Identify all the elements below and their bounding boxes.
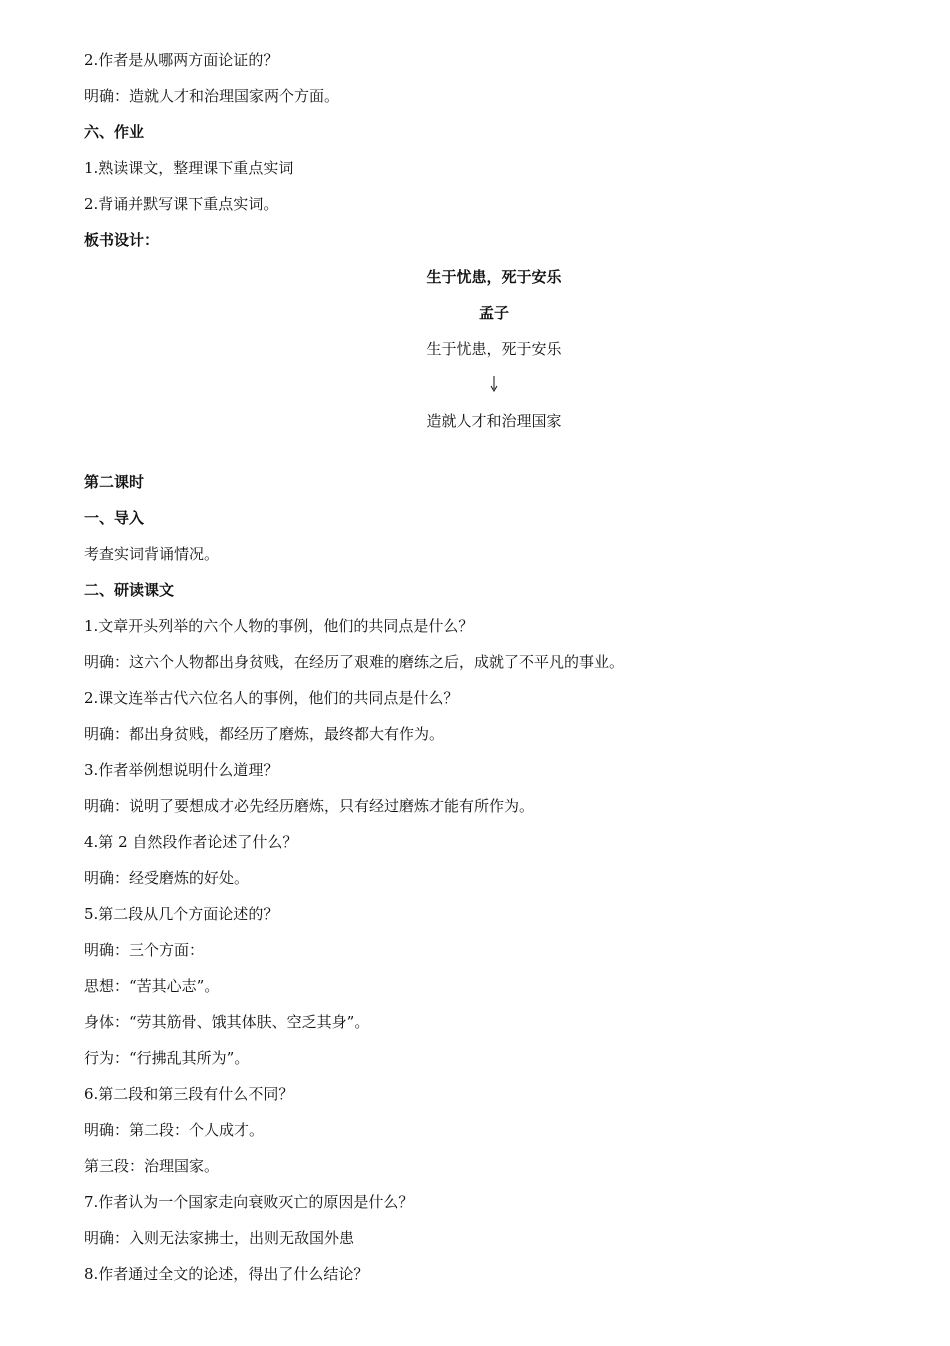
study-question-4: 4.第 2 自然段作者论述了什么？ xyxy=(84,833,298,851)
section-study-heading: 二、研读课文 xyxy=(84,581,175,599)
question-2-line: 2.作者是从哪两方面论证的？ xyxy=(84,51,279,69)
section-intro-heading: 一、导入 xyxy=(84,509,145,527)
study-answer-7: 明确：入则无法家拂士，出则无敌国外患 xyxy=(84,1229,355,1247)
study-answer-6-part-2: 第三段：治理国家。 xyxy=(84,1157,220,1175)
lesson-2-heading: 第二课时 xyxy=(84,473,145,491)
homework-item-2: 2.背诵并默写课下重点实词。 xyxy=(84,195,279,213)
study-question-5: 5.第二段从几个方面论述的？ xyxy=(84,905,279,923)
study-question-3: 3.作者举例想说明什么道理？ xyxy=(84,761,279,779)
study-question-8: 8.作者通过全文的论述，得出了什么结论？ xyxy=(84,1265,369,1283)
study-answer-5-thought: 思想：“苦其心志”。 xyxy=(84,977,220,995)
study-answer-3: 明确：说明了要想成才必先经历磨炼，只有经过磨炼才能有所作为。 xyxy=(84,797,535,815)
board-author: 孟子 xyxy=(478,304,509,322)
study-answer-5: 明确：三个方面： xyxy=(84,941,205,959)
study-answer-4: 明确：经受磨炼的好处。 xyxy=(84,869,250,887)
board-thesis: 生于忧患，死于安乐 xyxy=(426,340,562,358)
study-answer-1: 明确：这六个人物都出身贫贱，在经历了艰难的磨练之后，成就了不平凡的事业。 xyxy=(84,653,625,671)
study-answer-5-behavior: 行为：“行拂乱其所为”。 xyxy=(84,1049,250,1067)
study-question-1: 1.文章开头列举的六个人物的事例，他们的共同点是什么？ xyxy=(84,617,474,635)
study-question-7: 7.作者认为一个国家走向衰败灭亡的原因是什么？ xyxy=(84,1193,414,1211)
study-answer-2: 明确：都出身贫贱，都经历了磨炼，最终都大有作为。 xyxy=(84,725,445,743)
answer-2-line: 明确：造就人才和治理国家两个方面。 xyxy=(84,87,340,105)
section-homework-heading: 六、作业 xyxy=(84,123,145,141)
homework-item-1: 1.熟读课文，整理课下重点实词 xyxy=(84,159,294,177)
study-answer-6: 明确：第二段：个人成才。 xyxy=(84,1121,265,1139)
board-title: 生于忧患，死于安乐 xyxy=(426,268,562,286)
study-question-6: 6.第二段和第三段有什么不同？ xyxy=(84,1085,294,1103)
intro-text: 考查实词背诵情况。 xyxy=(84,545,220,563)
study-answer-5-body: 身体：“劳其筋骨、饿其体肤、空乏其身”。 xyxy=(84,1013,370,1031)
board-conclusion: 造就人才和治理国家 xyxy=(426,412,562,430)
study-question-2: 2.课文连举古代六位名人的事例，他们的共同点是什么？ xyxy=(84,689,459,707)
down-arrow-icon xyxy=(493,376,495,392)
board-design-heading: 板书设计： xyxy=(84,231,160,249)
